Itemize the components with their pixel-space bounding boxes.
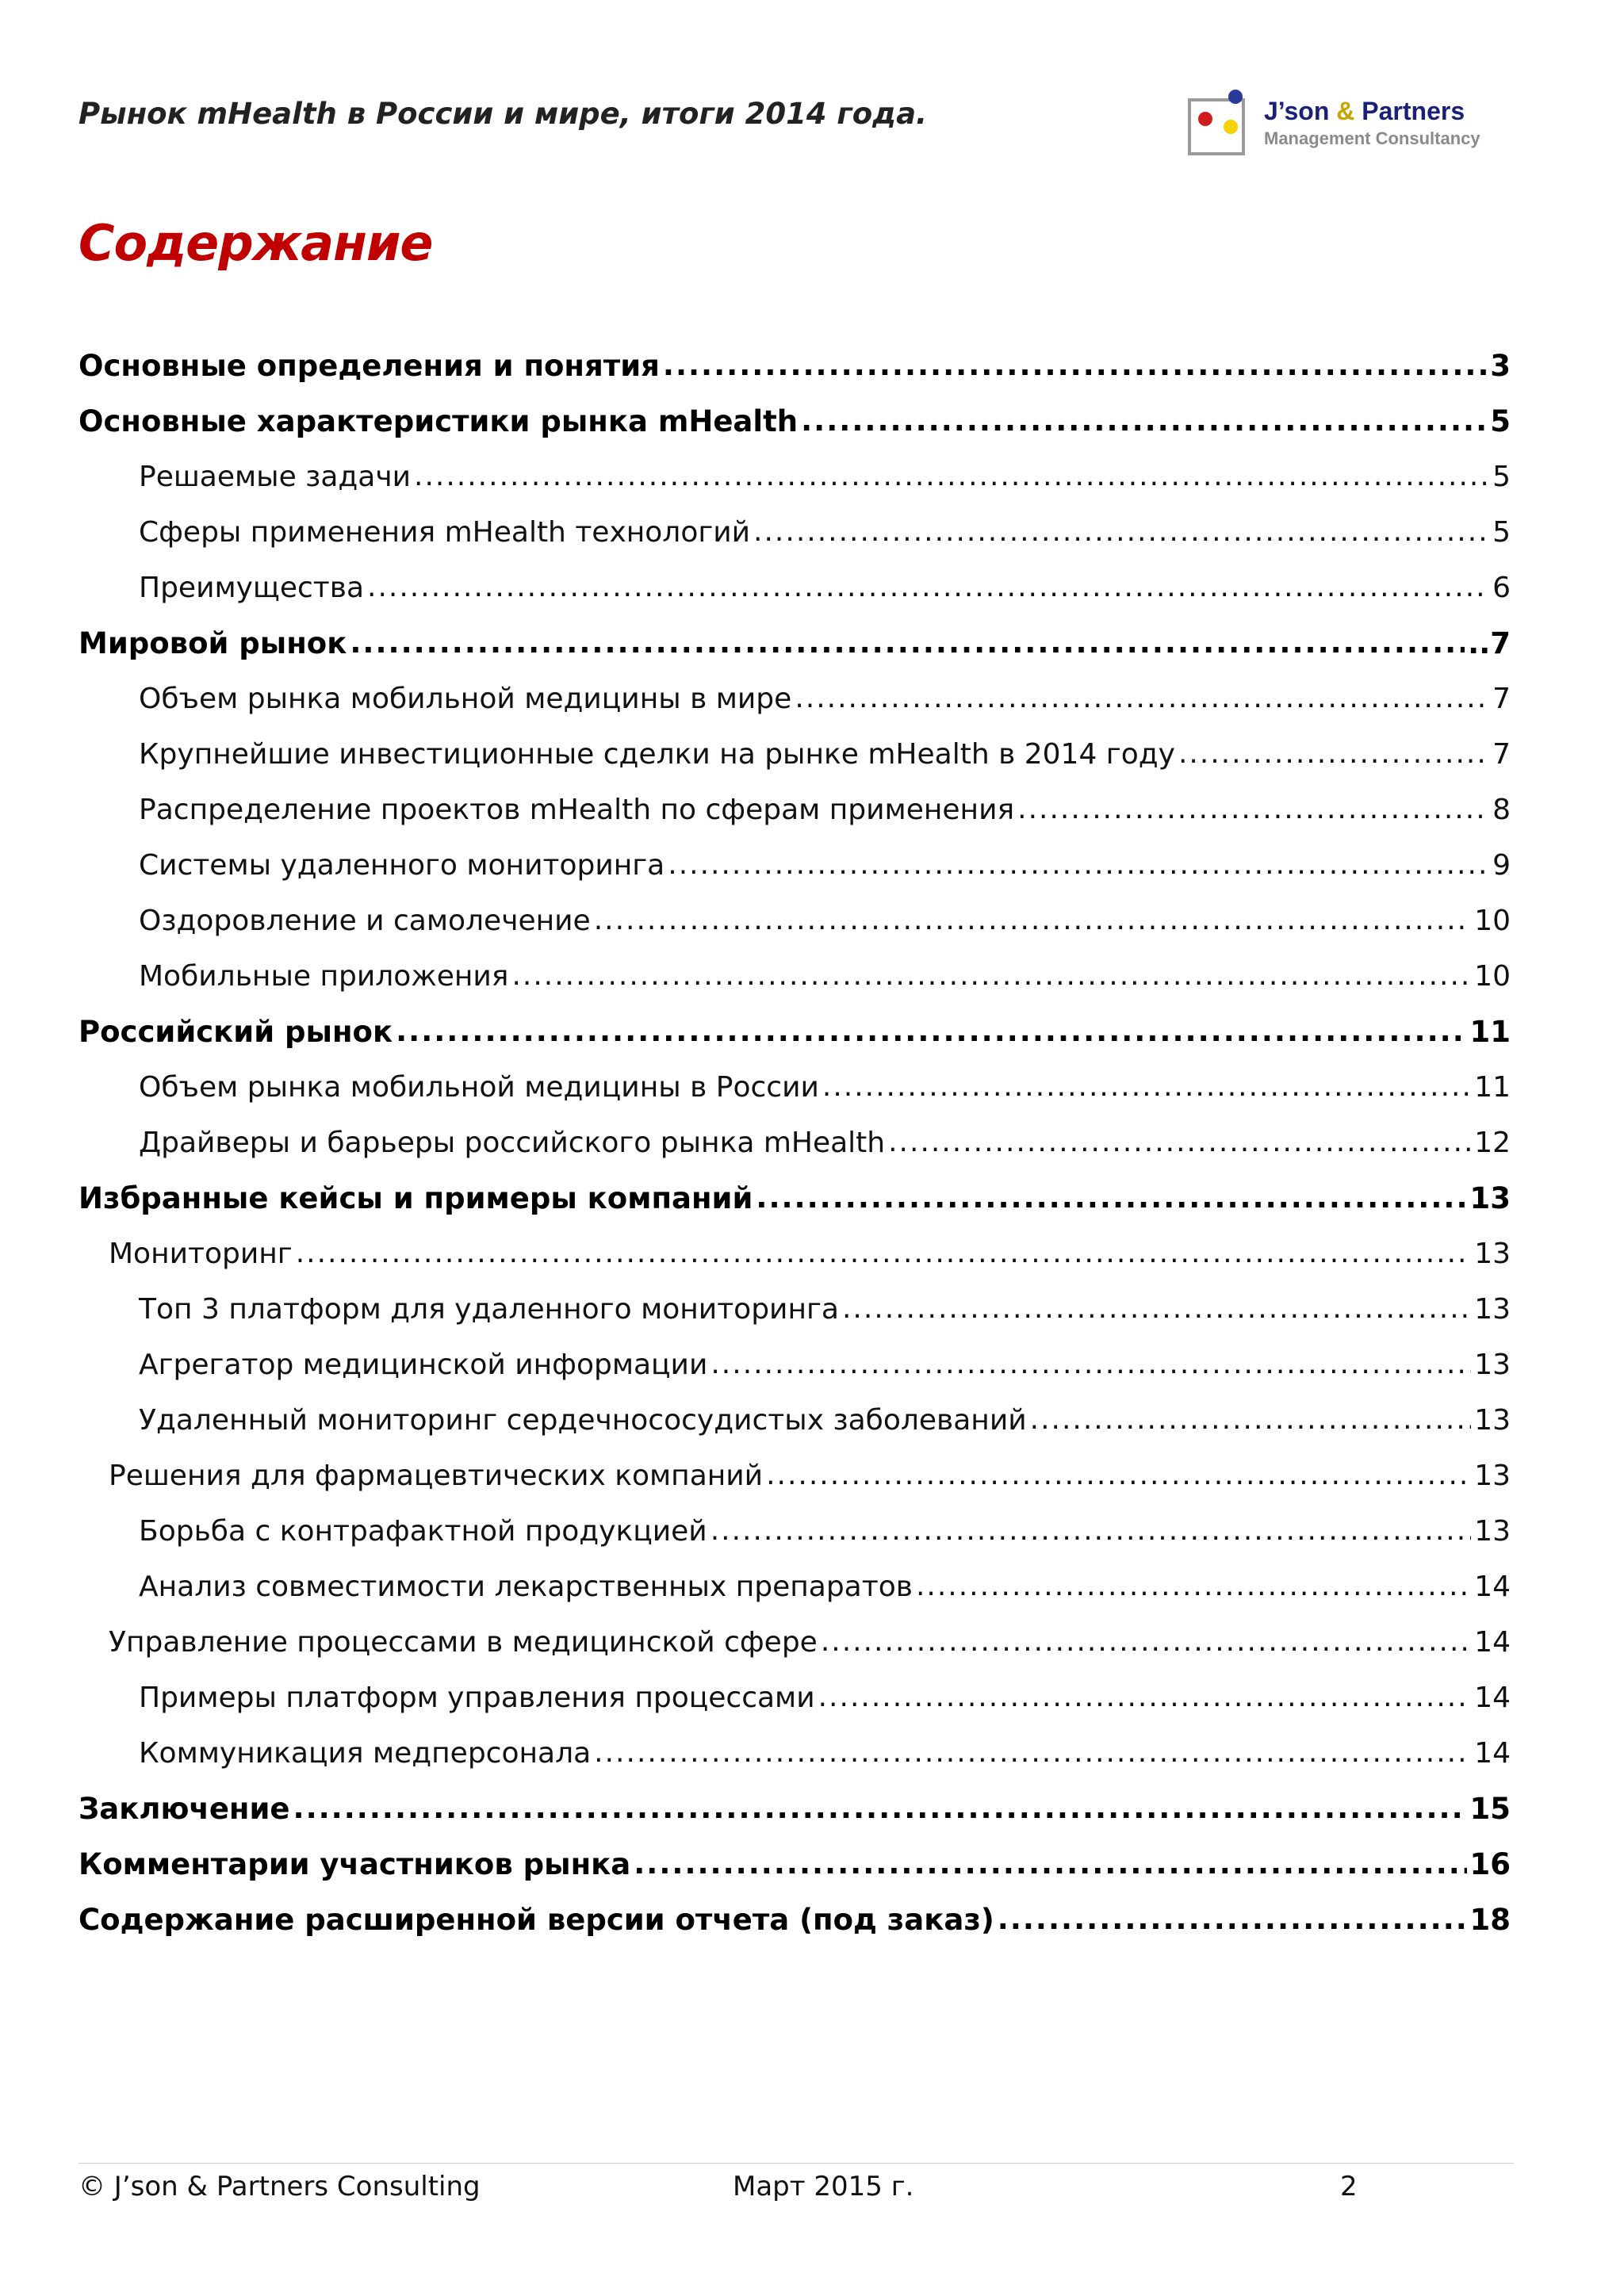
toc-entry-title: Решения для фармацевтических компаний [109,1459,764,1492]
toc-entry-title: Мировой рынок [79,626,347,660]
toc-dot-leader [818,1684,1472,1711]
toc-entry[interactable] [79,1670,1511,1725]
toc-entry-title: Крупнейшие инвестиционные сделки на рынке mHealth в 2014 году [139,737,1175,771]
toc-entry-title: Объем рынка мобильной медицины в России [139,1070,819,1104]
toc-entry-title: Мобильные приложения [139,959,509,993]
toc-entry-title: Борьба с контрафактной продукцией [139,1514,707,1548]
toc-entry[interactable] [79,1836,1511,1892]
toc-entry[interactable] [79,1892,1511,1947]
toc-entry-page: 9 [1492,848,1511,882]
logo-name-ampersand: & [1329,97,1362,125]
footer-copyright: © J’son & Partners Consulting [79,2171,481,2202]
toc-entry[interactable] [79,1614,1511,1670]
toc-entry[interactable] [79,837,1511,893]
toc-heading: Содержание [79,214,433,272]
logo-company-name [1264,97,1465,126]
toc-entry-title: Мониторинг [109,1237,293,1270]
footer-date: Март 2015 г. [733,2171,914,2202]
toc-entry-page: 7 [1492,737,1511,771]
toc-dot-leader [594,907,1471,934]
toc-entry-title: Преимущества [139,571,365,604]
toc-entry-title: Избранные кейсы и примеры компаний [79,1181,753,1215]
toc-entry-page: 14 [1474,1681,1511,1714]
toc-entry-page: 10 [1474,959,1511,993]
company-logo [1186,82,1488,157]
toc-entry-title: Основные характеристики рынка mHealth [79,404,799,438]
toc-entry-page: 11 [1469,1014,1511,1049]
toc-dot-leader [367,574,1489,601]
toc-entry[interactable] [79,1059,1511,1115]
toc-entry[interactable] [79,615,1511,671]
toc-dot-leader [1017,796,1489,823]
toc-entry-title: Драйверы и барьеры российского рынка mHealth [139,1126,886,1159]
toc-dot-leader [710,1517,1472,1544]
toc-dot-leader [1030,1406,1472,1433]
toc-entry-page: 14 [1474,1736,1511,1770]
toc-entry-page: 18 [1469,1902,1511,1937]
toc-entry-page: 12 [1474,1126,1511,1159]
toc-dot-leader [634,1850,1466,1877]
toc-entry-page: 13 [1474,1348,1511,1381]
toc-entry-page: 13 [1474,1292,1511,1326]
toc-entry-page: 13 [1474,1237,1511,1270]
toc-entry[interactable] [79,393,1511,449]
toc-entry-page: 3 [1490,348,1511,383]
toc-dot-leader [1178,740,1489,767]
toc-entry-page: 13 [1474,1459,1511,1492]
logo-name-part2: Partners [1362,97,1465,125]
toc-entry[interactable] [79,1448,1511,1503]
toc-entry-page: 6 [1492,571,1511,604]
toc-dot-leader [668,851,1489,878]
toc-entry-title: Содержание расширенной версии отчета (под заказ) [79,1902,994,1937]
toc-dot-leader [916,1573,1471,1600]
toc-entry-title: Распределение проектов mHealth по сферам применения [139,793,1015,826]
logo-mark-icon [1186,87,1258,157]
toc-entry-title: Коммуникация медперсонала [139,1736,592,1770]
toc-entry-page: 10 [1474,904,1511,937]
toc-dot-leader [350,629,1465,656]
toc-dot-leader [396,1018,1466,1045]
toc-entry[interactable] [79,1281,1511,1337]
toc-entry[interactable] [79,449,1511,504]
toc-entry-page: 11 [1474,1070,1511,1104]
toc-entry[interactable] [79,1170,1511,1226]
toc-dot-leader [594,1739,1471,1766]
toc-entry[interactable] [79,560,1511,615]
table-of-contents [79,338,1511,1947]
toc-entry-page: 13 [1469,1181,1511,1215]
document-header-title: Рынок mHealth в России и мире, итоги 2014 года. [79,97,928,131]
toc-entry[interactable] [79,504,1511,560]
toc-entry-page: 5 [1490,404,1511,438]
toc-dot-leader [296,1240,1471,1267]
toc-entry[interactable] [79,782,1511,837]
toc-dot-leader [710,1351,1471,1378]
toc-entry-page: 5 [1492,460,1511,493]
toc-entry-title: Сферы применения mHealth технологий [139,515,751,549]
toc-entry[interactable] [79,671,1511,726]
toc-entry-title: Примеры платформ управления процессами [139,1681,815,1714]
toc-entry-title: Системы удаленного мониторинга [139,848,665,882]
toc-dot-leader [795,685,1489,712]
toc-entry-title: Объем рынка мобильной медицины в мире [139,682,792,715]
toc-entry[interactable] [79,1226,1511,1281]
toc-entry-page: 14 [1474,1625,1511,1659]
toc-entry[interactable] [79,1337,1511,1392]
footer-page-number: 2 [1340,2171,1358,2202]
logo-subtitle: Management Consultancy [1264,128,1480,148]
toc-dot-leader [842,1295,1471,1322]
toc-entry[interactable] [79,338,1511,393]
toc-dot-leader [414,463,1489,490]
toc-entry[interactable] [79,726,1511,782]
toc-entry-page: 16 [1469,1846,1511,1881]
toc-entry-title: Заключение [79,1791,290,1826]
toc-dot-leader [821,1628,1471,1655]
toc-entry-title: Российский рынок [79,1014,393,1049]
toc-entry[interactable] [79,1503,1511,1559]
toc-entry-title: Решаемые задачи [139,460,412,493]
toc-dot-leader [822,1073,1471,1100]
toc-entry-title: Удаленный мониторинг сердечнососудистых заболеваний [139,1403,1027,1437]
toc-entry-page: 13 [1474,1403,1511,1437]
toc-entry-title: Анализ совместимости лекарственных препаратов [139,1570,913,1603]
logo-name-part1: J’son [1264,97,1330,125]
toc-entry-page: 14 [1474,1570,1511,1603]
toc-entry[interactable] [79,1392,1511,1448]
toc-dot-leader [756,1184,1466,1211]
toc-dot-leader [888,1129,1471,1156]
toc-entry-page: 7 [1492,682,1511,715]
toc-entry[interactable] [79,1004,1511,1059]
toc-entry-page: 13 [1474,1514,1511,1548]
toc-entry[interactable] [79,1115,1511,1170]
toc-entry-page: ..7 [1468,626,1511,660]
toc-entry-title: Комментарии участников рынка [79,1846,631,1881]
toc-entry-page: 5 [1492,515,1511,549]
toc-entry-title: Оздоровление и самолечение [139,904,591,937]
toc-dot-leader [663,352,1487,379]
toc-entry[interactable] [79,948,1511,1004]
toc-entry[interactable] [79,893,1511,948]
toc-dot-leader [766,1462,1471,1489]
toc-entry[interactable] [79,1781,1511,1836]
toc-entry[interactable] [79,1725,1511,1781]
toc-entry[interactable] [79,1559,1511,1614]
footer-divider [79,2163,1514,2164]
toc-entry-title: Управление процессами в медицинской сфере [109,1625,818,1659]
toc-dot-leader [511,962,1471,989]
toc-dot-leader [801,408,1487,434]
toc-entry-title: Топ 3 платформ для удаленного мониторинга [139,1292,839,1326]
toc-dot-leader [293,1795,1467,1822]
toc-dot-leader [753,519,1489,545]
toc-entry-page: 8 [1492,793,1511,826]
toc-entry-title: Основные определения и понятия [79,348,660,383]
toc-entry-page: 15 [1469,1791,1511,1826]
toc-dot-leader [998,1906,1467,1933]
toc-entry-title: Агрегатор медицинской информации [139,1348,708,1381]
